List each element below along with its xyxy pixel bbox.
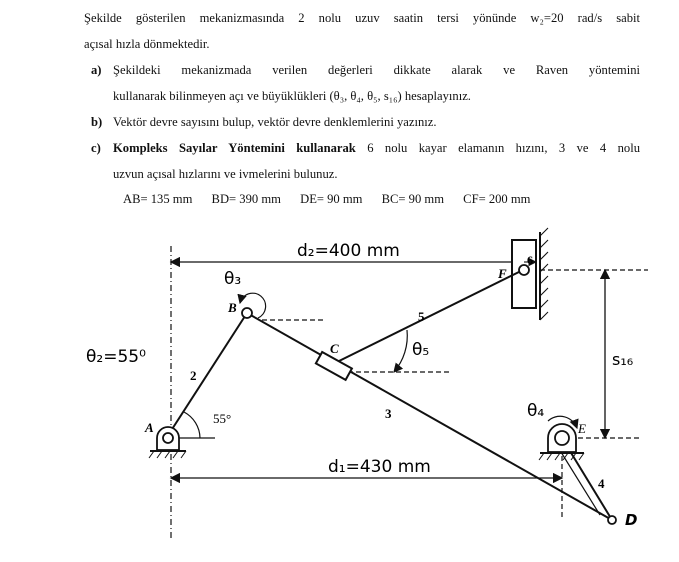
wall-hatching: [540, 228, 548, 320]
link-4-label: 4: [598, 476, 605, 491]
intro-line-2: açısal hızla dönmektedir.: [84, 37, 210, 51]
point-a-label: A: [145, 420, 154, 435]
d2-label: d₂=400 mm: [297, 241, 400, 261]
item-a-text-1: Şekildeki mekanizmada verilen değerleri dikkate alarak ve Raven yöntemini: [113, 63, 640, 77]
link-3-label: 3: [385, 406, 392, 421]
joint-d: [608, 516, 616, 524]
theta2-label: θ₂=55⁰: [86, 347, 146, 367]
point-b-label: B: [228, 300, 237, 315]
theta5-arc: [394, 330, 407, 372]
point-f-label: F: [498, 266, 507, 281]
point-d-label: D: [625, 511, 638, 529]
link-2-label: 2: [190, 368, 197, 383]
item-c-text-1: 6 nolu kayar elamanın hızını, 3 ve 4 nolu: [355, 141, 640, 155]
dim-de: DE= 90 mm: [300, 192, 363, 206]
point-c-label: C: [330, 341, 339, 356]
s16-label: s₁₆: [612, 350, 634, 369]
angle-55-label: 55°: [213, 411, 232, 426]
theta4-label: θ₄: [527, 401, 545, 421]
d1-label: d₁=430 mm: [328, 457, 431, 477]
dim-ab: AB= 135 mm: [123, 192, 193, 206]
item-c-label: c): [91, 141, 101, 155]
theta3-label: θ₃: [224, 269, 242, 289]
link-5-label: 5: [418, 309, 425, 324]
item-b-label: b): [91, 115, 103, 129]
dim-cf: CF= 200 mm: [463, 192, 531, 206]
point-e-label: E: [578, 421, 586, 436]
link-2: [167, 313, 247, 437]
dim-bc: BC= 90 mm: [381, 192, 445, 206]
theta5-label: θ₅: [412, 340, 430, 360]
item-c-bold: Kompleks Sayılar Yöntemini kullanarak: [113, 141, 356, 155]
item-c-line-2: uzvun açısal hızlarını ve ivmelerini bulunuz.: [113, 167, 338, 181]
joint-b: [242, 308, 252, 318]
item-b-text: Vektör devre sayısını bulup, vektör devre denklemlerini yazınız.: [113, 115, 437, 129]
item-a-line-2: kullanarak bilinmeyen açı ve büyüklükleri (θ₃, θ₄, θ₅, s₁₆) hesaplayınız.: [113, 89, 471, 103]
intro-line-1: Şekilde gösterilen mekanizmasında 2 nolu uzuv saatin tersi yönünde w₂=20 rad/s sabit: [84, 11, 640, 25]
ground-pivot-a: [149, 427, 186, 458]
dim-bd: BD= 390 mm: [211, 192, 281, 206]
angle-arc-55: [184, 412, 200, 438]
link-6-label: 6: [527, 253, 533, 267]
item-a-label: a): [91, 63, 102, 77]
